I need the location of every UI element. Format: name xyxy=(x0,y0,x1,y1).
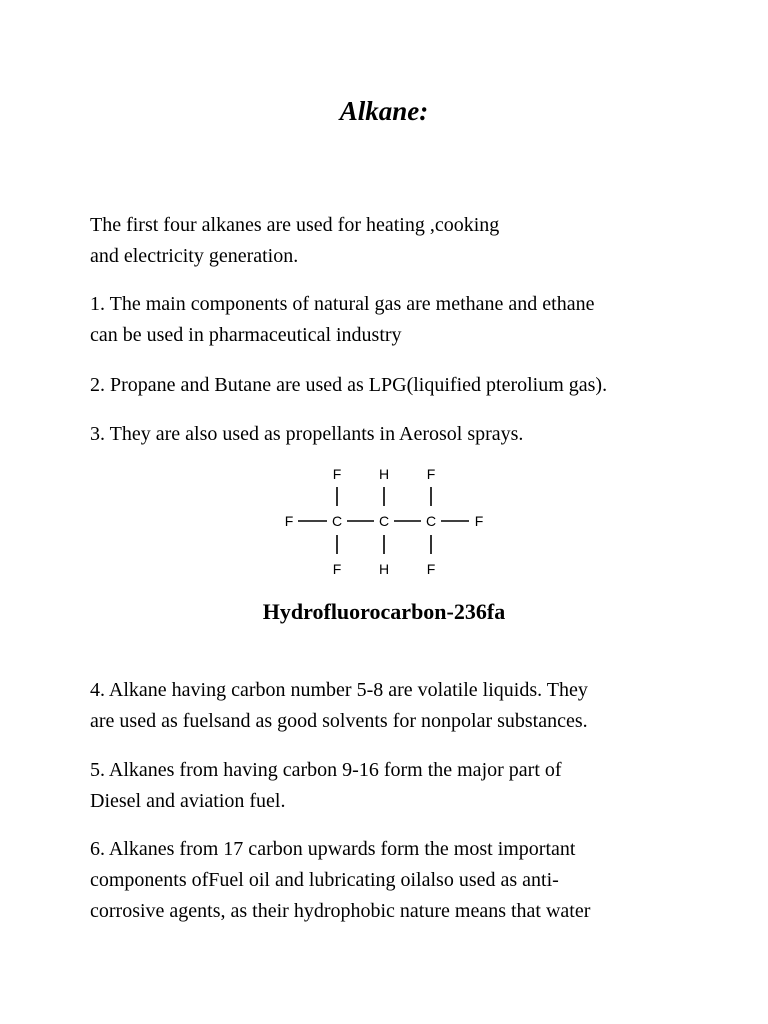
carbon-3: C xyxy=(425,513,437,529)
list-item-4-line-1: 4. Alkane having carbon number 5-8 are volatile liquids. They xyxy=(90,679,588,701)
structure-caption: Hydrofluorocarbon-236fa xyxy=(262,599,506,624)
list-item-5-line-1: 5. Alkanes from having carbon 9-16 form the major part of xyxy=(90,759,562,781)
carbon-1: C xyxy=(331,513,343,529)
intro-line-1: The first four alkanes are used for heating ,cooking xyxy=(90,214,500,236)
list-item-3 xyxy=(90,419,730,450)
list-item-6 xyxy=(90,834,730,927)
list-item-1-line-2: can be used in pharmaceutical industry xyxy=(90,324,402,346)
list-item-5 xyxy=(90,755,730,817)
atom-bottom-3: F xyxy=(426,561,436,577)
atom-top-2: H xyxy=(378,466,390,482)
list-item-6-line-3: corrosive agents, as their hydrophobic nature means that water xyxy=(90,900,591,922)
hfc-236fa-structure-diagram xyxy=(272,462,502,582)
atom-right: F xyxy=(474,513,484,529)
list-item-1-line-1: 1. The main components of natural gas are methane and ethane xyxy=(90,293,595,315)
intro-paragraph xyxy=(90,210,730,272)
list-item-6-line-1: 6. Alkanes from 17 carbon upwards form the most important xyxy=(90,838,576,860)
list-item-6-line-2: components ofFuel oil and lubricating oilalso used as anti- xyxy=(90,869,559,891)
page-title: Alkane: xyxy=(339,96,429,126)
atom-left: F xyxy=(284,513,294,529)
carbon-2: C xyxy=(378,513,390,529)
list-item-2-line-1: 2. Propane and Butane are used as LPG(liquified pterolium gas). xyxy=(90,374,608,396)
atom-bottom-1: F xyxy=(332,561,342,577)
atom-bottom-2: H xyxy=(378,561,390,577)
list-item-3-line-1: 3. They are also used as propellants in Aerosol sprays. xyxy=(90,423,524,445)
list-item-2 xyxy=(90,370,730,401)
list-item-5-line-2: Diesel and aviation fuel. xyxy=(90,790,286,812)
atom-top-3: F xyxy=(426,466,436,482)
list-item-4-line-2: are used as fuelsand as good solvents for nonpolar substances. xyxy=(90,710,588,732)
list-item-1 xyxy=(90,289,730,351)
list-item-4 xyxy=(90,675,730,737)
intro-line-2: and electricity generation. xyxy=(90,245,299,267)
atom-top-1: F xyxy=(332,466,342,482)
